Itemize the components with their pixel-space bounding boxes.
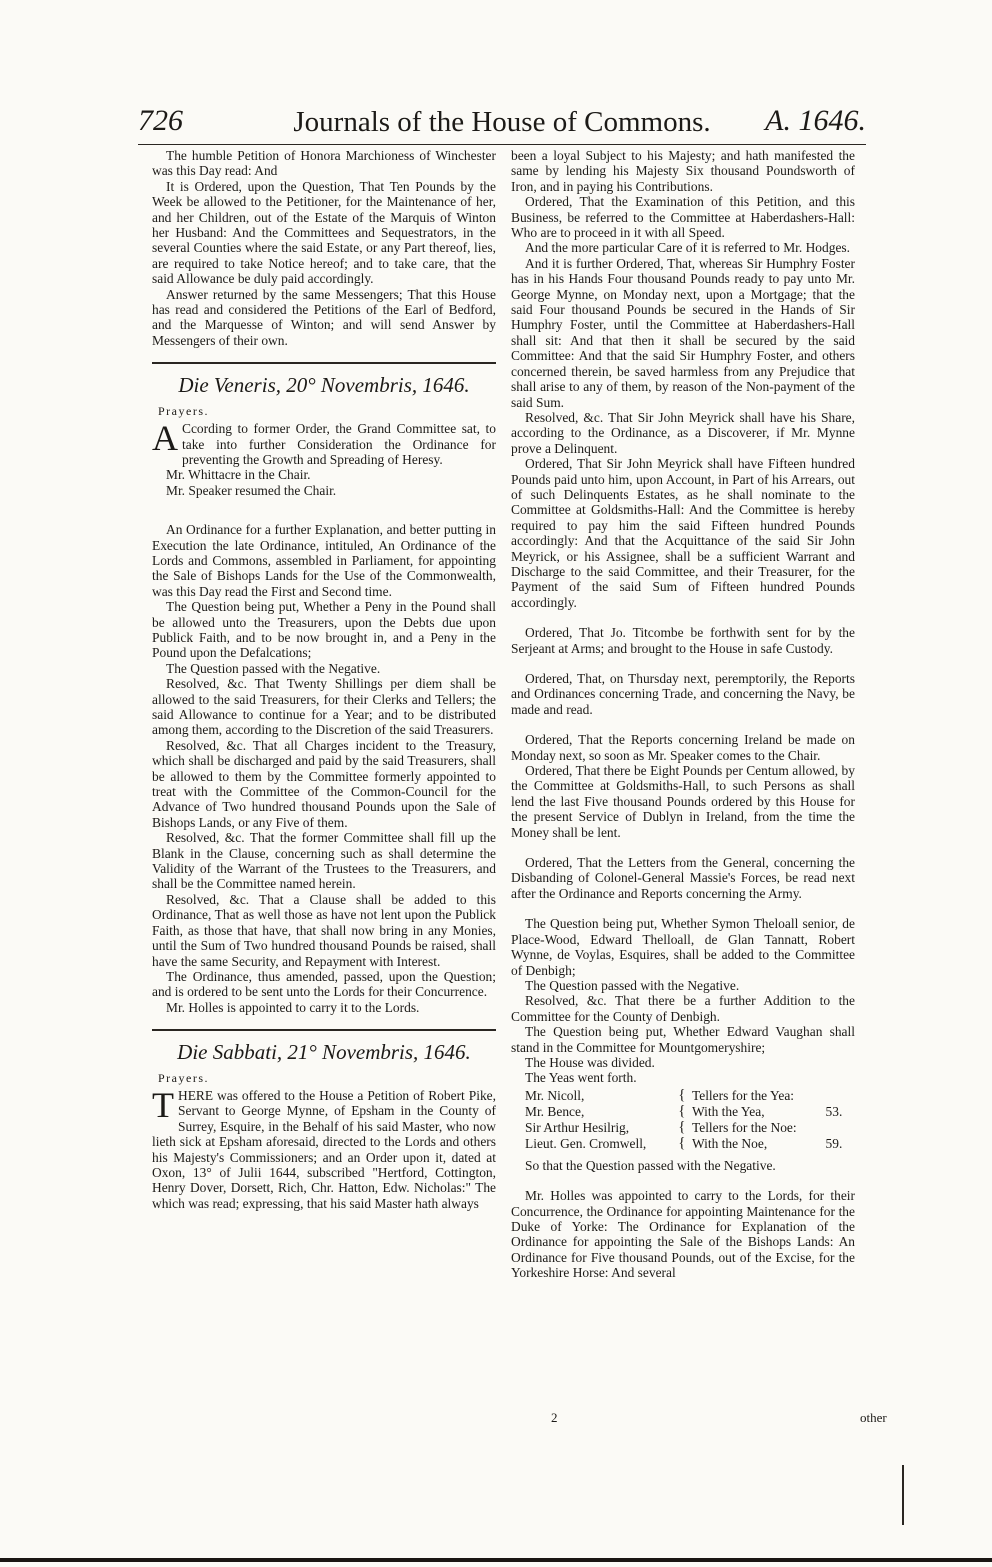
paragraph: Mr. Speaker resumed the Chair.: [166, 482, 337, 498]
paragraph: So that the Question passed with the Negative.: [525, 1157, 776, 1173]
teller-label: With the Noe,: [691, 1136, 768, 1152]
teller-name: Mr. Bence,: [525, 1104, 585, 1120]
paragraph: Resolved, &c. That Sir John Meyrick shall have his Share, according to the Ordinance, as a Discoverer, if Mr. Mynne prove a Delinquent.: [511, 409, 855, 456]
division-row: [525, 1120, 855, 1136]
paragraph: Ordered, That Sir John Meyrick shall have Fifteen hundred Pounds paid unto him, upon Account, in Part of his Arrears, out of such Delinquents Estates, as he shall nominate to the Committee at Goldsmiths-Hall: And the Committee is hereby required to pay him the said Fifteen hundred Pounds accordingly: And that the Acquittance of the said Sir John Meyrick, or his Assignee, shall be a sufficient Warrant and Discharge to the said Committee, and their Treasurer, for the Payment of the said Sum of Fifteen hundred Pounds accordingly.: [511, 456, 855, 610]
division-row: [525, 1088, 855, 1104]
paragraph: And the more particular Care of it is referred to Mr. Hodges.: [525, 240, 851, 256]
paragraph: Ordered, That, on Thursday next, peremptorily, the Reports and Ordinances concerning Trade, and concerning the Navy, be made and read.: [511, 671, 855, 717]
section-rule: [152, 1029, 496, 1031]
running-title: Journals of the House of Commons.: [293, 106, 711, 138]
brace: {: [678, 1135, 686, 1152]
division-table: [525, 1088, 855, 1152]
page-bottom-edge: [0, 1558, 992, 1562]
paragraph: THERE was offered to the House a Petition of Robert Pike, Servant to George Mynne, of Epsham in the County of Surrey, Esquire, in the Behalf of his said Master, who now lieth sick at Epsham aforesaid, directed to the Lords and others his Majesty's Commissioners; and an Order upon it, dated at Oxon, 13° of Julii 1644, subscribed "Hertford, Cottington, Henry Dover, Dorsett, Rich, Chr. Hatton, Edw. Nicholas:" The which was read; expressing, that his said Master hath always: [152, 1084, 496, 1211]
teller-label: Tellers for the Yea:: [691, 1088, 795, 1104]
paragraph: been a loyal Subject to his Majesty; and hath manifested the same by lending his Majesty Six thousand Poundsworth of Iron, and in paying his Contributions.: [511, 148, 855, 194]
paragraph: And it is further Ordered, That, whereas Sir Humphry Foster has in his Hands Four thousand Pounds ready to pay unto Mr. George Mynne, on Monday next, upon a Mortgage; that the said Four thousand Pounds be secured in the Hands of Sir Humphry Foster, until the Committee at Haberdashers-Hall shall sit: And that then it shall be secured by the said Committee: And that the said Sir Humphry Foster, and others concerned therein, be saved harmless from any Prejudice that shall arise to any of them, by reason of the Non-payment of the said Sum.: [511, 255, 855, 410]
paragraph: Resolved, &c. That there be a further Addition to the Committee for the County of Denbigh.: [511, 993, 855, 1024]
paragraph: The House was divided.: [525, 1054, 655, 1070]
day-heading: Die Veneris, 20° Novembris, 1646.: [178, 373, 470, 398]
day-heading: Die Sabbati, 21° Novembris, 1646.: [177, 1040, 471, 1065]
paragraph: The humble Petition of Honora Marchioness of Winchester was this Day read: And: [152, 148, 496, 179]
vote-count: 59.: [825, 1136, 843, 1152]
paragraph: Ordered, That the Letters from the General, concerning the Disbanding of Colonel-General Massie's Forces, be read next after the Ordinance and Reports concerning the Army.: [511, 855, 855, 901]
paragraph: Mr. Whittacre in the Chair.: [166, 467, 311, 483]
margin-mark: [902, 1465, 904, 1525]
paragraph: Mr. Holles was appointed to carry to the Lords, for their Concurrence, the Ordinance for appointing Maintenance for the Duke of Yorke: The Ordinance for Explanation of the Ordinance for appointing the Sale of the Bishops Lands: An Ordinance for Five thousand Pounds, out of the Excise, for the Yorkeshire Horse: And several: [511, 1188, 855, 1281]
vote-count: 53.: [825, 1104, 843, 1120]
paragraph: Ordered, That the Examination of this Petition, and this Business, be referred to the Committee at Haberdashers-Hall: Who are to proceed in it with all Speed.: [511, 194, 855, 241]
paragraph: Ordered, That the Reports concerning Ireland be made on Monday next, so soon as Mr. Speaker comes to the Chair.: [511, 732, 855, 763]
page-header: [138, 104, 866, 145]
paragraph: Mr. Holles is appointed to carry it to the Lords.: [166, 999, 420, 1015]
paragraph: An Ordinance for a further Explanation, and better putting in Execution the late Ordinance, intituled, An Ordinance of the Lords and Commons, assembled in Parliament, for appointing the Sale of Bishops Lands for the Use of the Commonwealth, was this Day read the First and Second time.: [152, 522, 496, 599]
paragraph: The Yeas went forth.: [525, 1070, 637, 1086]
paragraph: Ordered, That Jo. Titcombe be forthwith sent for by the Serjeant at Arms; and brought to the House in safe Custody.: [511, 625, 855, 656]
paragraph: The Question passed with the Negative.: [166, 660, 381, 676]
paragraph: Resolved, &c. That a Clause shall be added to this Ordinance, That as well those as have not lent upon the Publick Faith, as those that have, that shall now bring in any Monies, until the Sum of Two hundred thousand Pounds be raised, shall have the same Security, and Repayment with Interest.: [152, 891, 496, 969]
catchword: other: [860, 1410, 887, 1425]
paragraph: Answer returned by the same Messengers; That this House has read and considered the Petitions of the Earl of Bedford, and the Marquesse of Winton; and will send Answer by Messengers of their own.: [152, 286, 496, 348]
teller-label: With the Yea,: [691, 1104, 765, 1120]
drop-cap: T: [152, 1084, 174, 1125]
right-column: [511, 148, 855, 1281]
section-rule: [152, 362, 496, 364]
division-row: [525, 1104, 855, 1120]
paragraph: Resolved, &c. That the former Committee shall fill up the Blank in the Clause, concerning such as shall determine the Validity of the Warrant of the Trustees to the Treasurers, and shall be the Committee named herein.: [152, 830, 496, 892]
brace: {: [678, 1087, 686, 1104]
paragraph: Ordered, That there be Eight Pounds per Centum allowed, by the Committee at Goldsmiths-Hall, to such Persons as shall lend the last Five thousand Pounds ordered by this House for the present Service of Dublyn in Ireland, from the time the Money shall be lent.: [511, 763, 855, 840]
paragraph: Resolved, &c. That all Charges incident to the Treasury, which shall be discharged and paid by the said Treasurers, shall be allowed to them by the Committee formerly appointed to treat with the Committee of the Common-Council for the Advance of Two hundred thousand Pounds upon the Sale of Bishops Lands, or any Five of them.: [152, 737, 496, 830]
paragraph: The Question passed with the Negative.: [525, 977, 740, 993]
drop-cap: A: [152, 418, 178, 459]
paragraph: A Ccording to former Order, the Grand Committee sat, to take into further Consideration the Ordinance for preventing the Growth and Spreading of Heresy.: [152, 418, 496, 467]
left-column: [152, 148, 496, 1211]
teller-name: Lieut. Gen. Cromwell,: [525, 1136, 647, 1152]
paragraph: Resolved, &c. That Twenty Shillings per diem shall be allowed to the said Treasurers, for their Clerks and Tellers; the said Allowance to continue for a Year; and to be distributed among them, according to the Discretion of the said Treasurers.: [152, 676, 496, 738]
teller-label: Tellers for the Noe:: [691, 1120, 797, 1136]
paragraph: The Question being put, Whether Edward Vaughan shall stand in the Committee for Mountgomeryshire;: [511, 1024, 855, 1055]
signature-mark: 2: [551, 1410, 558, 1425]
year: A. 1646.: [765, 104, 866, 137]
prayers-label: Prayers.: [158, 1070, 209, 1085]
paragraph: The Question being put, Whether Symon Theloall senior, de Place-Wood, Edward Thelloall, de Glan Tannatt, Robert Wynne, de Voylas, Esquires, shall be added to the Committee of Denbigh;: [511, 916, 855, 978]
paragraph: The Question being put, Whether a Peny in the Pound shall be allowed unto the Treasurers, upon the Debts due upon Publick Faith, and to be now brought in, and a Peny in the Pound upon the Defalcations;: [152, 599, 496, 661]
paragraph: It is Ordered, upon the Question, That Ten Pounds by the Week be allowed to the Petitioner, for the Maintenance of her, and her Children, out of the Estate of the Marquis of Winton her Husband: And the Committees and Sequestrators, in the several Counties where the said Estate, or any Part thereof, lies, are required to take Notice hereof; and to take care, that the said Allowance be duly paid accordingly.: [152, 178, 496, 287]
brace: {: [678, 1119, 686, 1136]
teller-name: Sir Arthur Hesilrig,: [525, 1120, 630, 1136]
brace: {: [678, 1103, 686, 1120]
page-number: 726: [138, 104, 183, 137]
paragraph: The Ordinance, thus amended, passed, upon the Question; and is ordered to be sent unto the Lords for their Concurrence.: [152, 968, 496, 1000]
teller-name: Mr. Nicoll,: [525, 1088, 585, 1104]
prayers-label: Prayers.: [158, 403, 209, 418]
division-row: [525, 1136, 855, 1152]
